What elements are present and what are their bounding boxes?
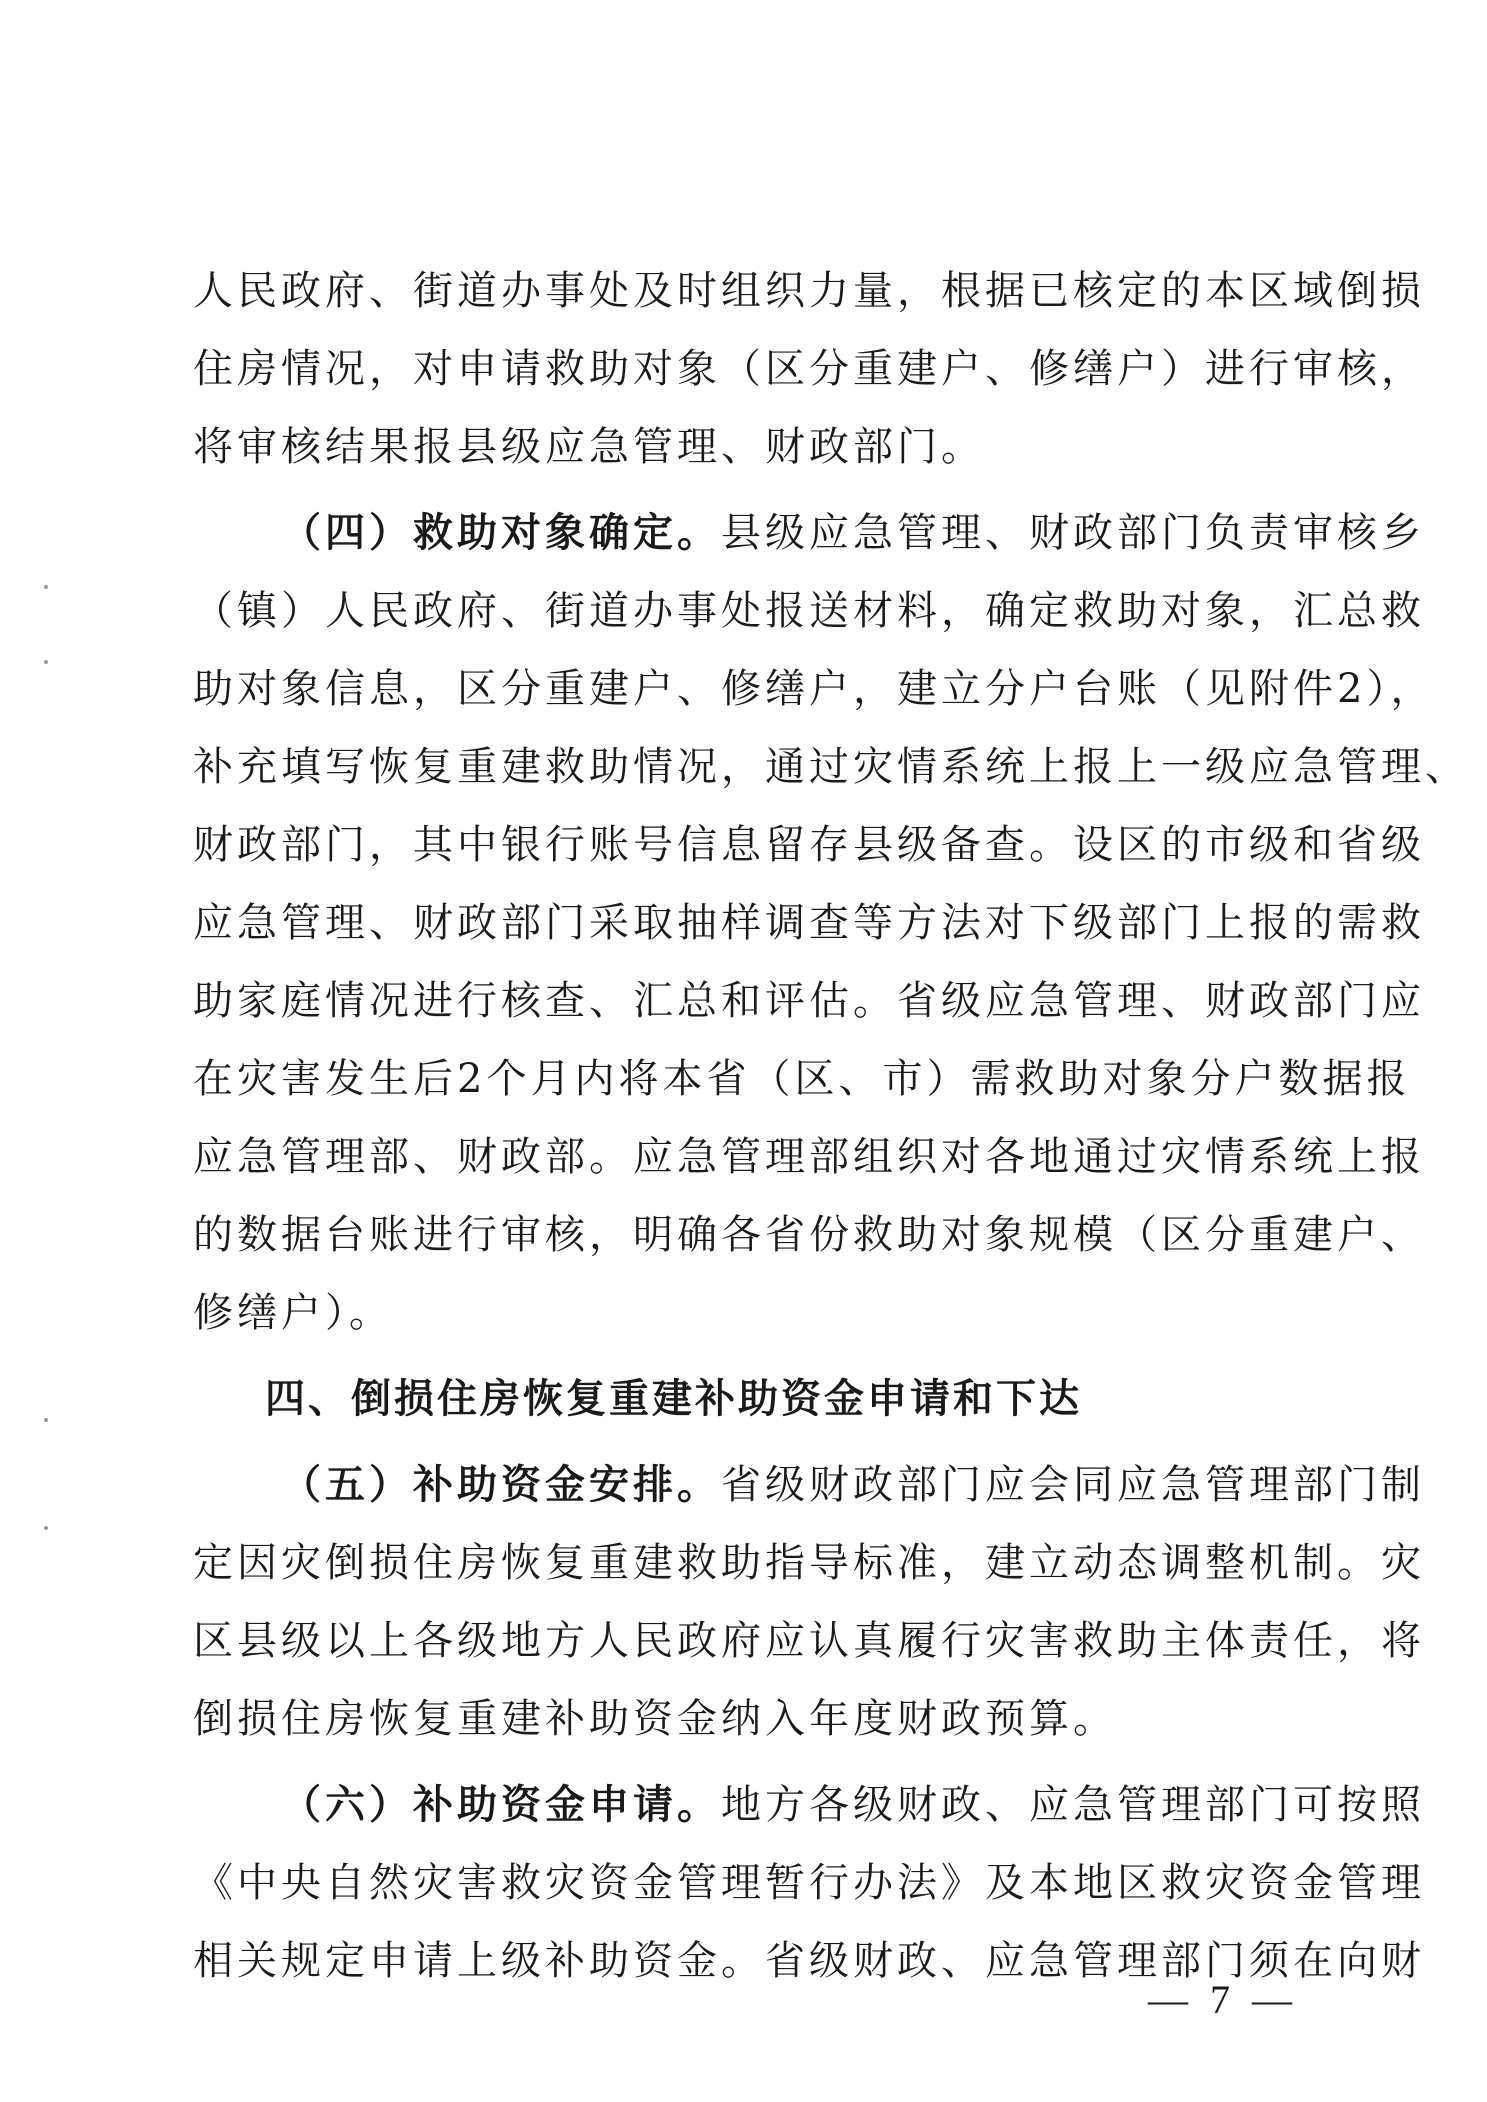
paragraph-lead: （五）补助资金安排。 bbox=[281, 1461, 721, 1508]
text-line: 助对象信息，区分重建户、修缮户，建立分户台账（见附件2）， bbox=[193, 666, 1435, 712]
text-line: 财政部门，其中银行账号信息留存县级备查。设区的市级和省级 bbox=[193, 822, 1425, 868]
scan-dot bbox=[44, 1418, 48, 1422]
document-body bbox=[193, 252, 1469, 2000]
text-line: 倒损住房恢复重建补助资金纳入年度财政预算。 bbox=[193, 1696, 1117, 1742]
paragraph-funding-application bbox=[193, 1766, 1425, 2000]
text-line: 补充填写恢复重建救助情况，通过灾情系统上报上一级应急管理、 bbox=[193, 744, 1469, 790]
text-line: 在灾害发生后2个月内将本省（区、市）需救助对象分户数据报 bbox=[193, 1056, 1411, 1102]
paragraph-beneficiary-determination bbox=[193, 494, 1469, 1352]
text-line-rest: 县级应急管理、财政部门负责审核乡 bbox=[721, 510, 1425, 556]
paragraph-lead: （六）补助资金申请。 bbox=[281, 1781, 721, 1828]
paragraph-continuation bbox=[193, 252, 1425, 486]
text-line: 助家庭情况进行核查、汇总和评估。省级应急管理、财政部门应 bbox=[193, 978, 1425, 1024]
text-line: 应急管理、财政部门采取抽样调查等方法对下级部门上报的需救 bbox=[193, 900, 1425, 946]
text-line: 应急管理部、财政部。应急管理部组织对各地通过灾情系统上报 bbox=[193, 1134, 1425, 1180]
text-line: 区县级以上各级地方人民政府应认真履行灾害救助主体责任，将 bbox=[193, 1618, 1425, 1664]
text-line: 将审核结果报县级应急管理、财政部门。 bbox=[193, 424, 985, 470]
text-line: （镇）人民政府、街道办事处报送材料，确定救助对象，汇总救 bbox=[193, 588, 1425, 634]
text-line: 定因灾倒损住房恢复重建救助指导标准，建立动态调整机制。灾 bbox=[193, 1540, 1425, 1586]
scan-dot bbox=[44, 660, 48, 664]
text-line: 修缮户）。 bbox=[193, 1290, 393, 1336]
text-line-rest: 省级财政部门应会同应急管理部门制 bbox=[721, 1462, 1425, 1508]
text-line: 的数据台账进行审核，明确各省份救助对象规模（区分重建户、 bbox=[193, 1212, 1425, 1258]
text-line-rest: 地方各级财政、应急管理部门可按照 bbox=[721, 1782, 1425, 1828]
text-line-first bbox=[193, 1766, 1425, 1844]
text-line: 人民政府、街道办事处及时组织力量，根据已核定的本区域倒损 bbox=[193, 268, 1425, 314]
text-line: 相关规定申请上级补助资金。省级财政、应急管理部门须在向财 bbox=[193, 1938, 1425, 1984]
scan-dot bbox=[44, 585, 48, 589]
scan-dot bbox=[44, 1526, 48, 1530]
text-line-first bbox=[193, 1446, 1425, 1524]
text-line-first bbox=[193, 494, 1425, 572]
section-heading: 四、倒损住房恢复重建补助资金申请和下达 bbox=[265, 1376, 1082, 1422]
text-line: 住房情况，对申请救助对象（区分重建户、修缮户）进行审核， bbox=[193, 346, 1425, 392]
page-number: — 7 — bbox=[1148, 1977, 1298, 2022]
paragraph-funding-arrangement bbox=[193, 1446, 1425, 1758]
text-line: 《中央自然灾害救灾资金管理暂行办法》及本地区救灾资金管理 bbox=[193, 1860, 1425, 1906]
paragraph-lead: （四）救助对象确定。 bbox=[281, 509, 721, 556]
